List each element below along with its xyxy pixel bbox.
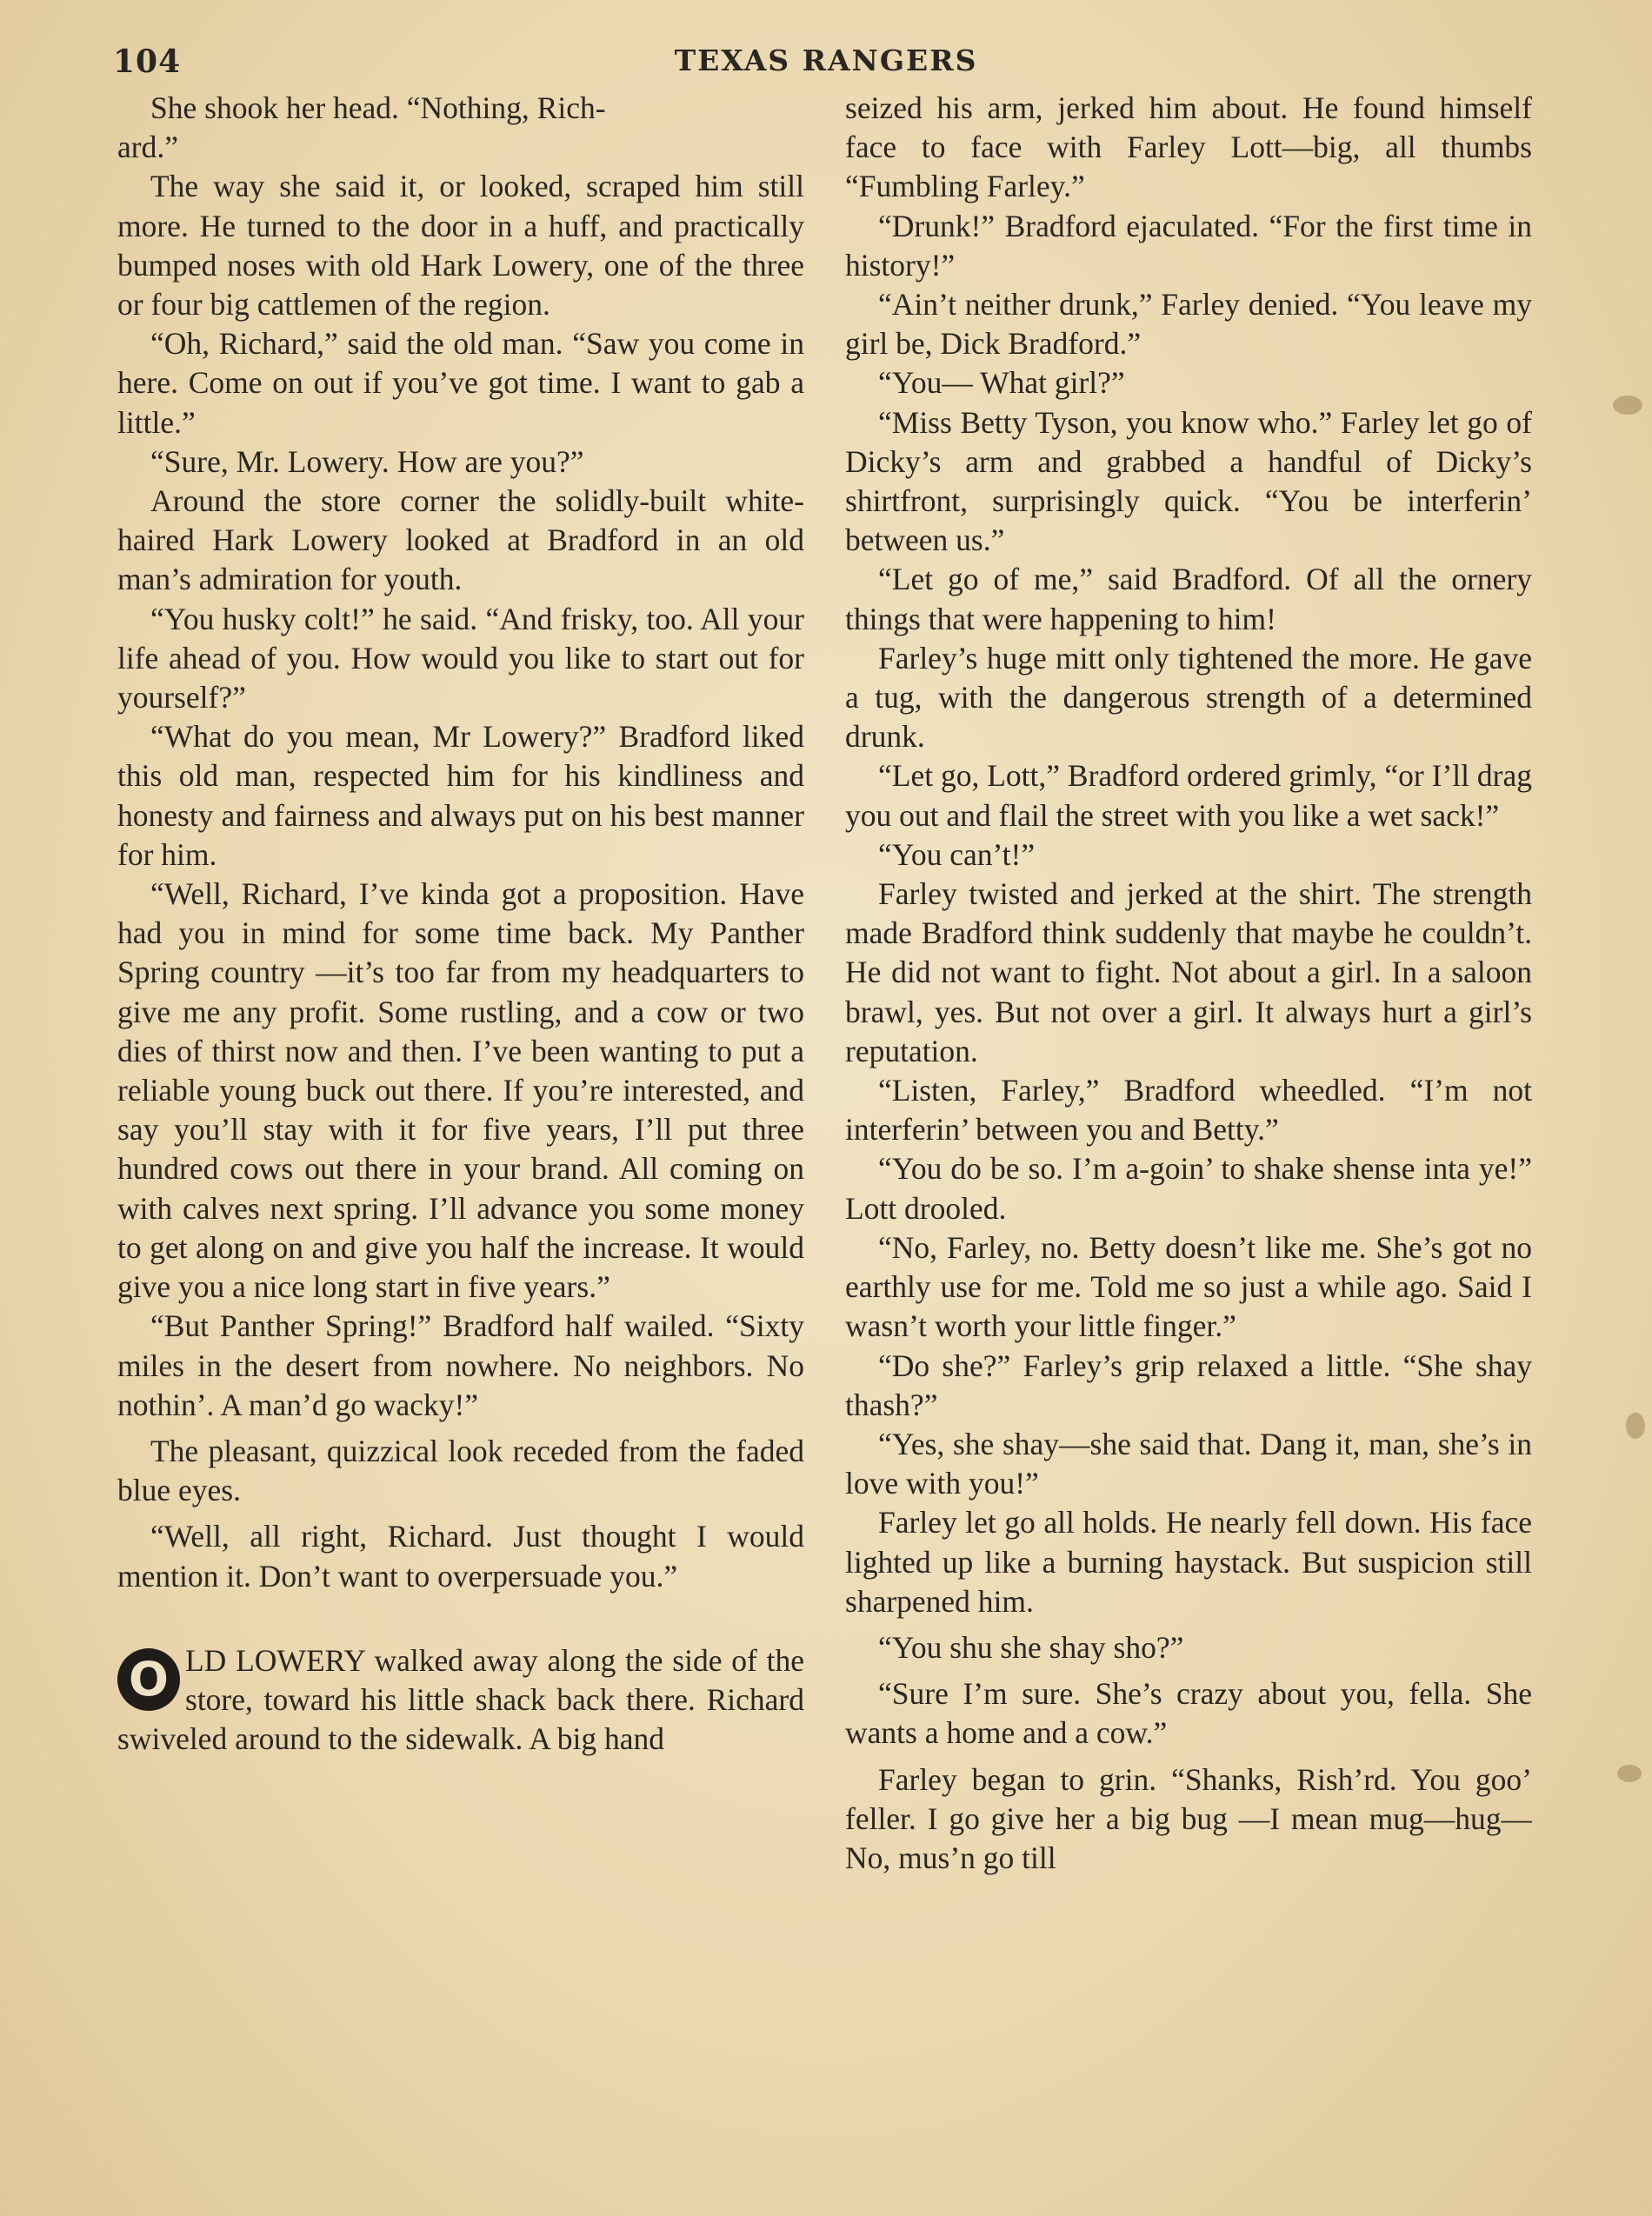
left-column [117,89,804,2175]
paragraph: “Yes, she shay—she said that. Dang it, man, she’s in love with you!” [845,1426,1532,1501]
paragraph: “You do be so. I’m a-goin’ to shake shense inta ye!” Lott drooled. [845,1151,1532,1226]
paragraph: “What do you mean, Mr Lowery?” Bradford liked this old man, respected him for his kindliness and honesty and fairness and always put on his best manner for him. [117,719,804,872]
paper-stain [1613,396,1642,415]
paragraph: She shook her head. “Nothing, Rich- ard.” [117,90,606,165]
paragraph: “Sure, Mr. Lowery. How are you?” [150,443,584,479]
paragraph: “Let go of me,” said Bradford. Of all the ornery things that were happening to him! [845,562,1532,636]
paragraph: “Oh, Richard,” said the old man. “Saw you come in here. Come on out if you’ve got time. I want to gab a little.” [117,326,804,440]
paragraph: The way she said it, or looked, scraped him still more. He turned to the door in a huff, and practically bumped noses with old Hark Lowery, one of the three or four big cattlemen of the region. [117,169,804,323]
paragraph: “Well, Richard, I’ve kinda got a proposition. Have had you in mind for some time back. My Panther Spring country —it’s too far from my headquarters to give me any profit. Some rustling, and a cow or two dies of thirst now and then. I’ve been wanting to put a reliable young buck out there. If you’re interested, and say you’ll stay with it for five years, I’ll put three hundred cows out there in your brand. All coming on with calves next spring. I’ll advance you some money to get along on and give you half the increase. It would give you a nice long start in five years.” [117,876,804,1305]
paragraph: “No, Farley, no. Betty doesn’t like me. She’s got no earthly use for me. Told me so just a while ago. Said I wasn’t worth your little finger.” [845,1229,1532,1344]
paper-stain [1617,1765,1642,1782]
paragraph: “You— What girl?” [878,365,1125,401]
paragraph: “You can’t!” [878,836,1036,872]
paragraph: “Listen, Farley,” Bradford wheedled. “I’m not interferin’ between you and Betty.” [845,1073,1532,1148]
paragraph: Farley’s huge mitt only tightened the more. He gave a tug, with the dangerous strength of a determined drunk. [845,640,1532,755]
paragraph: “But Panther Spring!” Bradford half wailed. “Sixty miles in the desert from nowhere. No neighbors. No nothin’. A man’d go wacky!” [117,1308,804,1422]
paragraph: “You shu she shay sho?” [878,1629,1184,1665]
paragraph-text: LD LOWERY walked away along the side of the store, toward his little shack back there. Richard swiveled around to the sidewalk. A big hand [117,1642,804,1757]
paragraph: “Let go, Lott,” Bradford ordered grimly, “or I’ll drag you out and flail the street with you like a wet sack!” [845,758,1532,833]
drop-cap: O [117,1648,180,1711]
paragraph: “Drunk!” Bradford ejaculated. “For the first time in history!” [845,208,1532,283]
paragraph: Farley began to grin. “Shanks, Rish’rd. You goo’ feller. I go give her a big bug —I mean mug—hug— No, mus’n go till [845,1761,1532,1875]
paper-stain [1626,1413,1645,1439]
paragraph: “Sure I’m sure. She’s crazy about you, fella. She wants a home and a cow.” [845,1676,1532,1751]
running-title: TEXAS RANGERS [674,43,978,77]
page-number: 104 [113,43,182,80]
paragraph: Around the store corner the solidly-built white-haired Hark Lowery looked at Bradford in an old man’s admiration for youth. [117,483,804,597]
paragraph: “Miss Betty Tyson, you know who.” Farley let go of Dicky’s arm and grabbed a handful of Dicky’s shirtfront, surprisingly quick. “You be interferin’ between us.” [845,404,1532,558]
paragraph: “Do she?” Farley’s grip relaxed a little. “She shay thash?” [845,1348,1532,1422]
right-column [845,89,1532,2175]
paragraph: The pleasant, quizzical look receded from the faded blue eyes. [117,1433,804,1508]
paragraph: Farley let go all holds. He nearly fell down. His face lighted up like a burning haystack. But suspicion still sharpened him. [845,1505,1532,1619]
paragraph: “Well, all right, Richard. Just thought I would mention it. Don’t want to overpersuade you.” [117,1519,804,1594]
paragraph: Farley twisted and jerked at the shirt. The strength made Bradford think suddenly that maybe he couldn’t. He did not want to fight. Not about a girl. In a saloon brawl, yes. But not over a girl. It always hurt a girl’s reputation. [845,876,1532,1068]
paragraph: “Ain’t neither drunk,” Farley denied. “You leave my girl be, Dick Bradford.” [845,287,1532,362]
paragraph: “You husky colt!” he said. “And frisky, too. All your life ahead of you. How would you like to start out for yourself?” [117,601,804,715]
page-header [113,43,1539,87]
paragraph: seized his arm, jerked him about. He found himself face to face with Farley Lott—big, all thumbs “Fumbling Farley.” [845,90,1532,204]
section-paragraph [117,1641,804,1760]
